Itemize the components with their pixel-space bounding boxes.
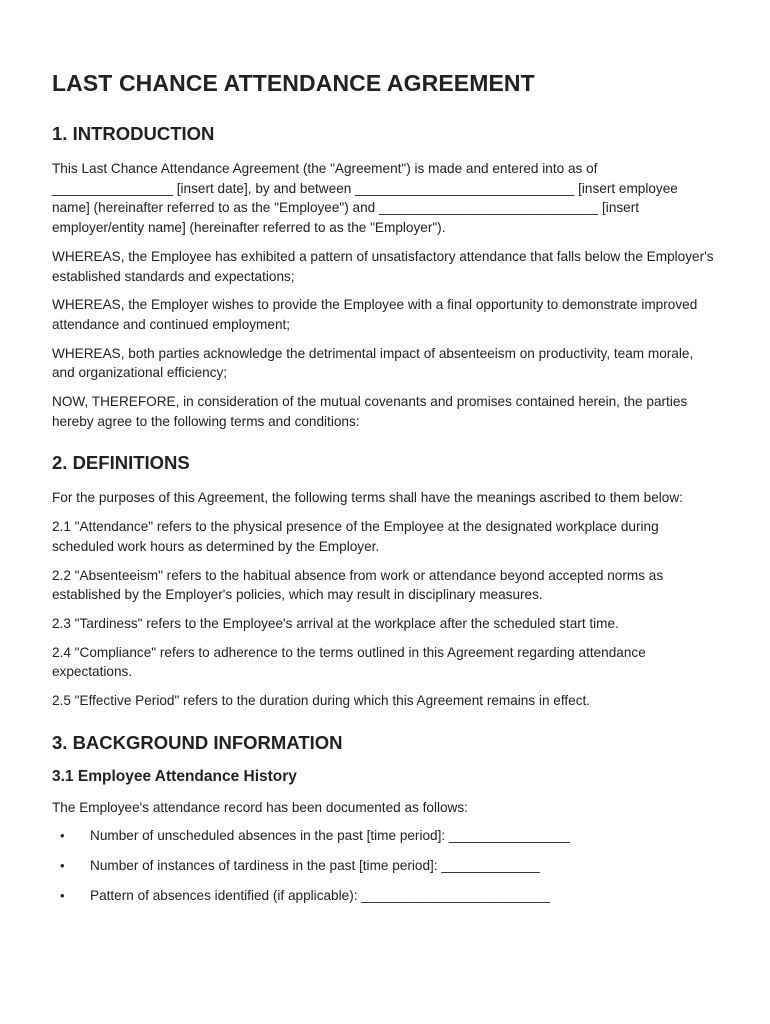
definition-item: 2.3 "Tardiness" refers to the Employee's arrival at the workplace after the scheduled start time. [52,615,619,631]
now-therefore-paragraph: NOW, THEREFORE, in consideration of the mutual covenants and promises contained herein, the parties hereby agree to the following terms and conditions: [52,394,688,429]
definition-item: 2.4 "Compliance" refers to adherence to the terms outlined in this Agreement regarding attendance expectations. [52,644,646,680]
section-heading: 3. BACKGROUND INFORMATION [52,731,343,753]
whereas-paragraph: WHEREAS, the Employee has exhibited a pattern of unsatisfactory attendance that falls below the Employer's established standards and expectations; [52,248,714,284]
list-item [52,886,716,906]
section-definitions [52,452,716,710]
list-item-text: Number of unscheduled absences in the past [time period]: ________________ [90,828,570,844]
definition-item: 2.2 "Absenteeism" refers to the habitual absence from work or attendance beyond accepted norms as established by the Employer's policies, which may result in disciplinary measures. [52,567,664,603]
list-item-text: Pattern of absences identified (if applicable): _________________________ [90,887,551,903]
list-item-text: Number of instances of tardiness in the past [time period]: _____________ [90,858,540,874]
whereas-paragraph: WHEREAS, the Employer wishes to provide the Employee with a final opportunity to demonstrate improved attendance and continued employment; [52,297,698,332]
definition-item: 2.5 "Effective Period" refers to the duration during which this Agreement remains in effect. [52,693,591,709]
background-intro: The Employee's attendance record has been documented as follows: [52,799,468,815]
section-heading: 1. INTRODUCTION [52,123,215,144]
definitions-intro: For the purposes of this Agreement, the following terms shall have the meanings ascribed to them below: [52,490,683,506]
list-item [52,856,716,876]
section-background [52,732,716,906]
section-introduction [52,123,716,431]
bullet-icon: • [60,858,65,874]
list-item [52,826,716,846]
document-title: LAST CHANCE ATTENDANCE AGREEMENT [52,70,535,96]
bullet-icon: • [60,887,65,903]
subsection-heading: 3.1 Employee Attendance History [52,767,297,785]
section-heading: 2. DEFINITIONS [52,452,190,474]
intro-paragraph: This Last Chance Attendance Agreement (the "Agreement") is made and entered into as of ________________ [insert date], by and between _____________________________ [insert employee name] (hereinafter referred to as the "Employee") and _____________________________ [insert employer/entity name] (hereinafter referred to as the "Employer"). [52,161,678,236]
definition-item: 2.1 "Attendance" refers to the physical presence of the Employee at the designated workplace during scheduled work hours as determined by the Employer. [52,519,659,554]
bullet-icon: • [60,828,65,844]
attendance-history-list [52,826,716,905]
whereas-paragraph: WHEREAS, both parties acknowledge the detrimental impact of absenteeism on productivity, team morale, and organizational efficiency; [52,345,694,381]
